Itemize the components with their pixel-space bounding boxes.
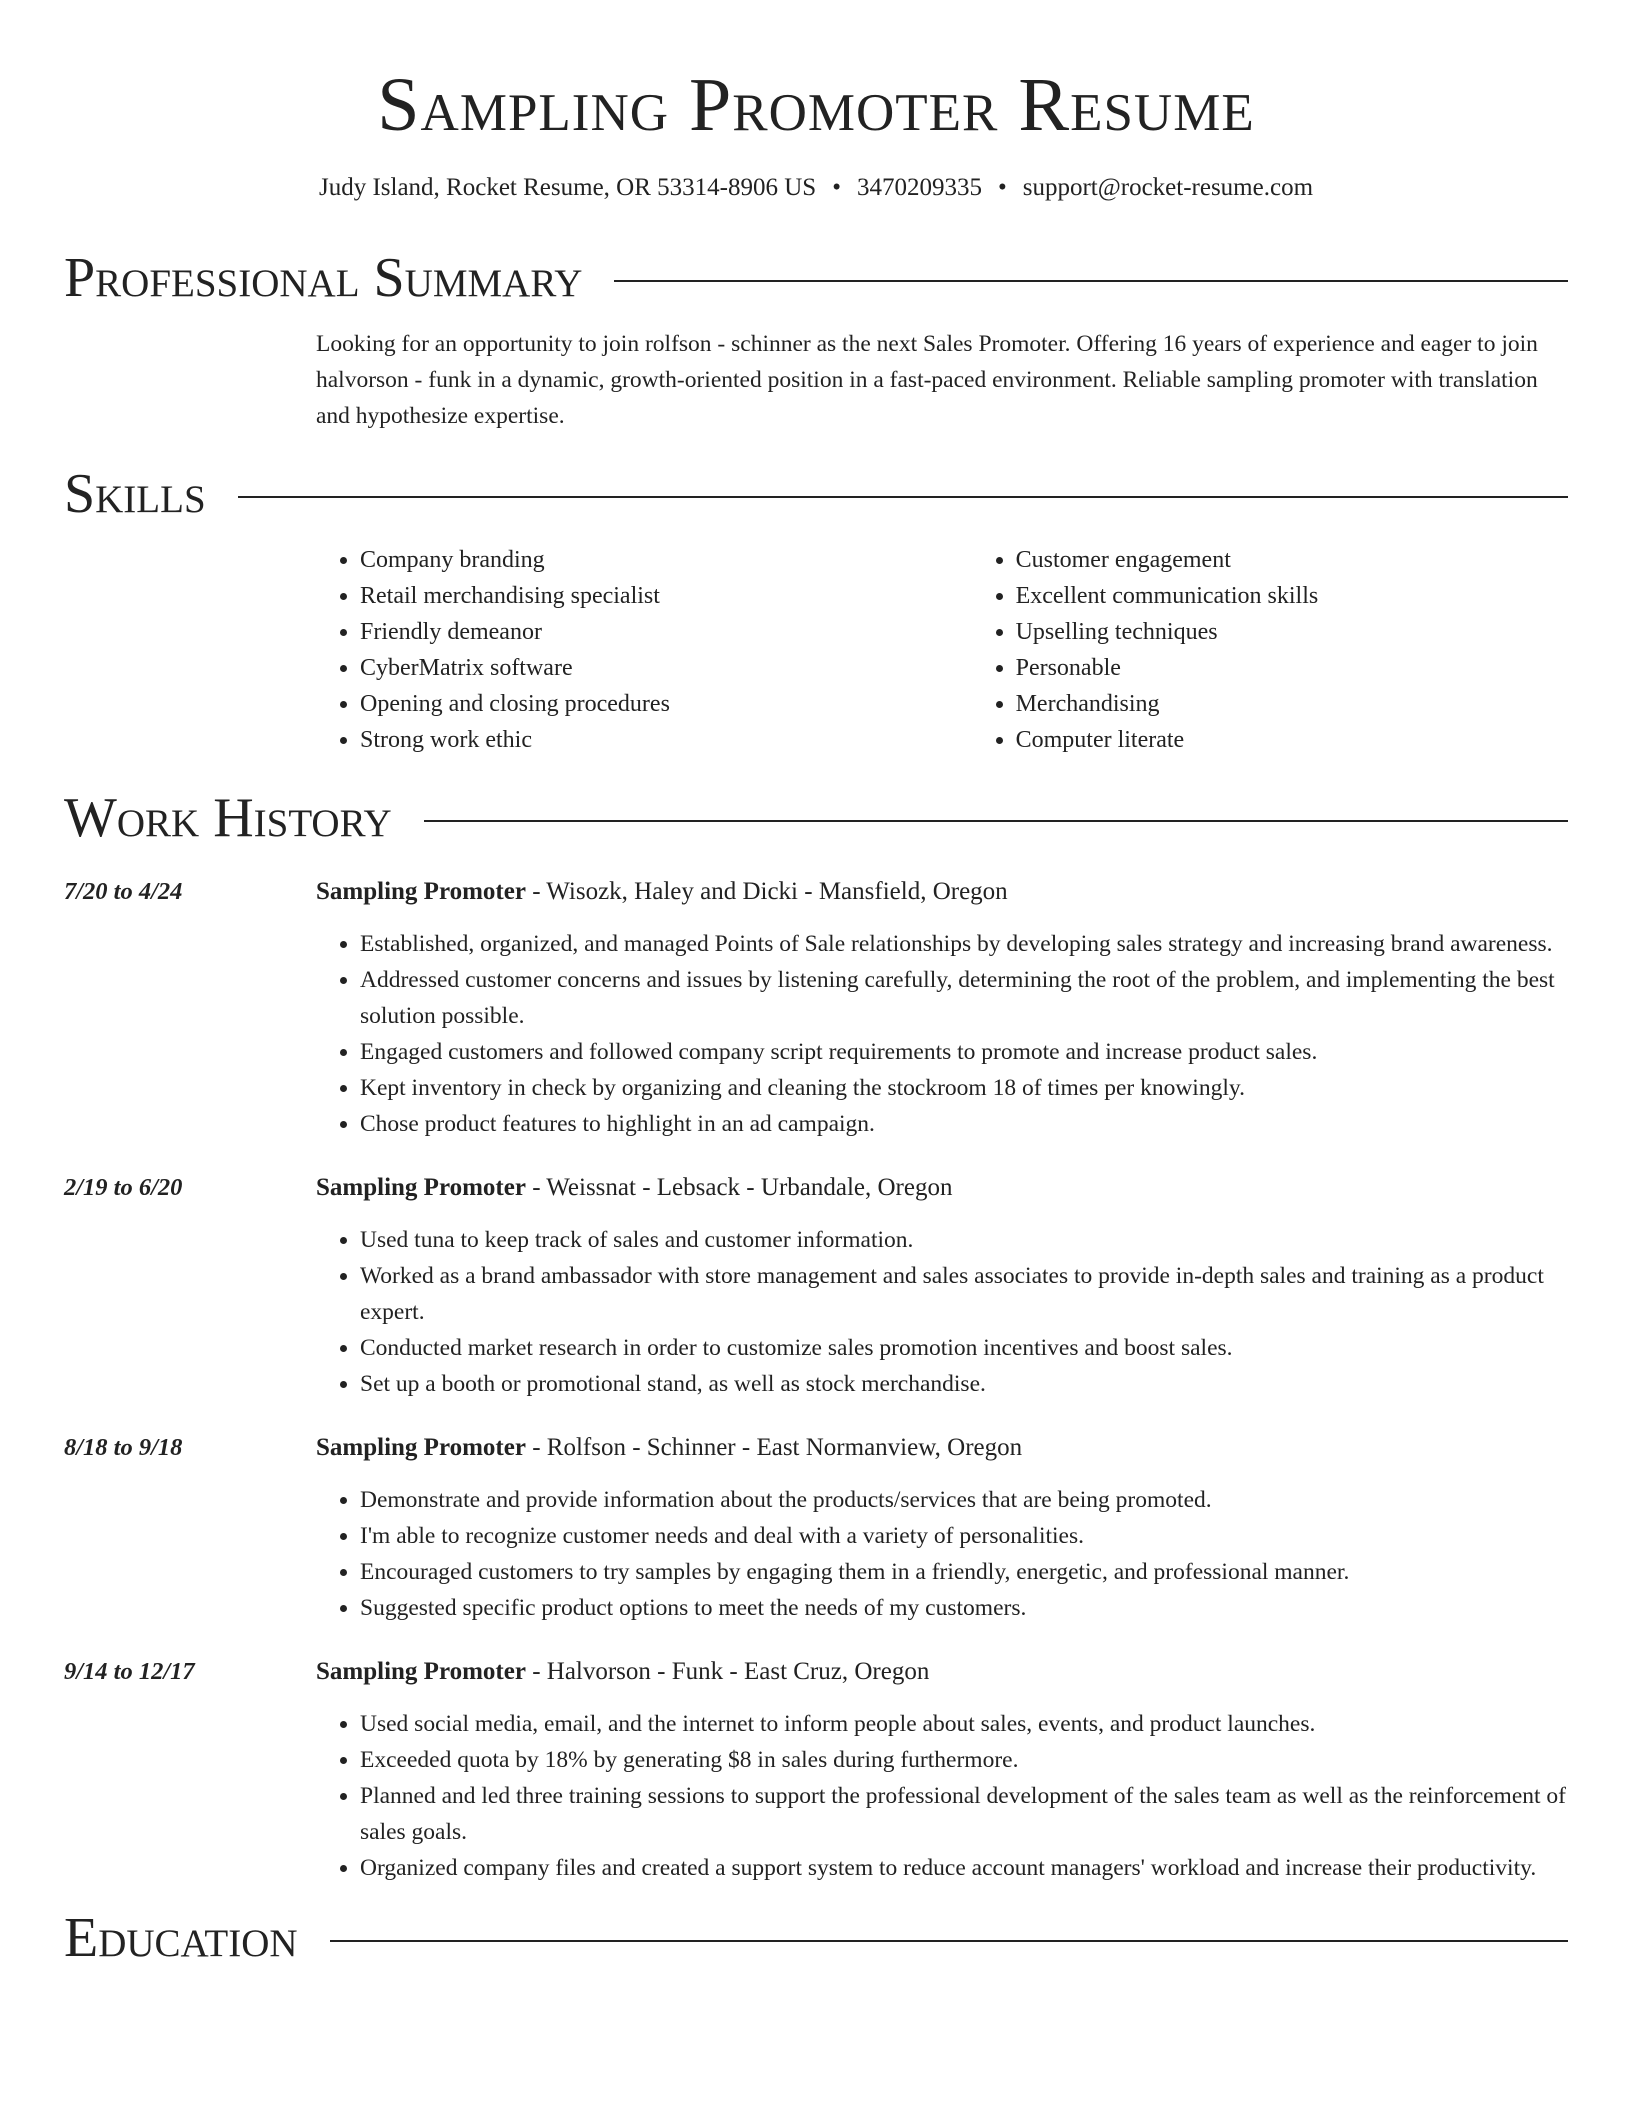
- job-title: Sampling Promoter: [316, 878, 526, 905]
- job-bullet: • Organized company files and created a support system to reduce account managers' workload and increase their productivity.: [360, 1850, 1568, 1886]
- job-entry: [64, 1430, 1568, 1626]
- job-bullet: • Addressed customer concerns and issues by listening carefully, determining the root of the problem, and implementing the best solution possible.: [360, 962, 1568, 1034]
- job-bullet: • Conducted market research in order to customize sales promotion incentives and boost sales.: [360, 1330, 1568, 1366]
- job-bullet: • Used social media, email, and the internet to inform people about sales, events, and product launches.: [360, 1706, 1568, 1742]
- skill-item: • Upselling techniques: [1016, 614, 1568, 650]
- contact-phone: 3470209335: [856, 174, 982, 201]
- job-bullet: • Exceeded quota by 18% by generating $8 in sales during furthermore.: [360, 1742, 1568, 1778]
- skill-item: • Excellent communication skills: [1016, 578, 1568, 614]
- job-bullet: • Chose product features to highlight in an ad campaign.: [360, 1106, 1568, 1142]
- summary-text: Looking for an opportunity to join rolfson - schinner as the next Sales Promoter. Offering 16 years of experience and eager to join halvorson - funk in a dynamic, growth-oriented position in a fast-paced environment. Reliable sampling promoter with translation and hypothesize expertise.: [316, 331, 1538, 429]
- contact-email[interactable]: support@rocket-resume.com: [1022, 174, 1314, 201]
- job-employer: - Halvorson - Funk - East Cruz, Oregon: [525, 1658, 930, 1685]
- job-title: Sampling Promoter: [316, 1658, 526, 1685]
- job-body: [316, 1430, 1568, 1626]
- skill-item: • Retail merchandising specialist: [360, 578, 972, 614]
- job-dates: 2/19 to 6/20: [64, 1174, 183, 1201]
- job-heading: [316, 1170, 1568, 1206]
- job-bullet: • Used tuna to keep track of sales and customer information.: [360, 1222, 1568, 1258]
- contact-separator: •: [832, 174, 841, 201]
- job-bullet: • Set up a booth or promotional stand, as well as stock merchandise.: [360, 1366, 1568, 1402]
- section-divider: [614, 280, 1568, 282]
- job-entry: [64, 874, 1568, 1142]
- work-section-header: [64, 788, 1568, 848]
- skill-item: • Customer engagement: [1016, 542, 1568, 578]
- skill-item: • CyberMatrix software: [360, 650, 972, 686]
- job-employer: - Wisozk, Haley and Dicki - Mansfield, Oregon: [525, 878, 1008, 905]
- job-body: [316, 1170, 1568, 1402]
- contact-line: [64, 172, 1568, 204]
- skill-item: • Personable: [1016, 650, 1568, 686]
- job-dates: 7/20 to 4/24: [64, 878, 183, 905]
- summary-heading: Professional Summary: [64, 247, 583, 309]
- job-body: [316, 874, 1568, 1142]
- job-bullet: • Encouraged customers to try samples by engaging them in a friendly, energetic, and professional manner.: [360, 1554, 1568, 1590]
- work-heading: Work History: [64, 787, 392, 849]
- skill-item: • Friendly demeanor: [360, 614, 972, 650]
- skills-list: [316, 542, 1568, 758]
- job-bullet: • I'm able to recognize customer needs and deal with a variety of personalities.: [360, 1518, 1568, 1554]
- skill-item: • Company branding: [360, 542, 972, 578]
- section-divider: [238, 496, 1568, 498]
- job-bullets: [316, 1706, 1568, 1886]
- job-bullet: • Worked as a brand ambassador with store management and sales associates to provide in-depth sales and training as a product expert.: [360, 1258, 1568, 1330]
- job-heading: [316, 1654, 1568, 1690]
- contact-separator: •: [997, 174, 1007, 201]
- skills-heading: Skills: [64, 463, 206, 525]
- job-dates: 9/14 to 12/17: [64, 1658, 195, 1685]
- job-bullets: [316, 1482, 1568, 1626]
- job-bullet: • Suggested specific product options to meet the needs of my customers.: [360, 1590, 1568, 1626]
- section-divider: [330, 1940, 1568, 1942]
- skills-column-right: [972, 542, 1568, 758]
- job-heading: [316, 874, 1568, 910]
- skills-section-header: [64, 464, 1568, 524]
- job-bullet: • Kept inventory in check by organizing and cleaning the stockroom 18 of times per knowingly.: [360, 1070, 1568, 1106]
- job-bullet: • Planned and led three training sessions to support the professional development of the sales team as well as the reinforcement of sales goals.: [360, 1778, 1568, 1850]
- section-divider: [424, 820, 1568, 822]
- job-bullets: [316, 926, 1568, 1142]
- job-entry: [64, 1654, 1568, 1886]
- job-bullet: • Engaged customers and followed company script requirements to promote and increase product sales.: [360, 1034, 1568, 1070]
- job-bullet: • Established, organized, and managed Points of Sale relationships by developing sales strategy and increasing brand awareness.: [360, 926, 1568, 962]
- skill-item: • Opening and closing procedures: [360, 686, 972, 722]
- summary-section-header: [64, 248, 1568, 308]
- job-body: [316, 1654, 1568, 1886]
- skill-item: • Merchandising: [1016, 686, 1568, 722]
- job-bullets: [316, 1222, 1568, 1402]
- education-heading: Education: [64, 1907, 298, 1969]
- job-dates: 8/18 to 9/18: [64, 1434, 183, 1461]
- job-title: Sampling Promoter: [316, 1174, 526, 1201]
- skill-item: • Computer literate: [1016, 722, 1568, 758]
- job-bullet: • Demonstrate and provide information about the products/services that are being promoted.: [360, 1482, 1568, 1518]
- job-employer: - Weissnat - Lebsack - Urbandale, Oregon: [525, 1174, 953, 1201]
- skills-column-left: [316, 542, 972, 758]
- job-employer: - Rolfson - Schinner - East Normanview, Oregon: [525, 1434, 1023, 1461]
- job-heading: [316, 1430, 1568, 1466]
- education-section-header: [64, 1908, 1568, 1968]
- job-title: Sampling Promoter: [316, 1434, 526, 1461]
- resume-title: Sampling Promoter Resume: [377, 63, 1255, 147]
- contact-address: Judy Island, Rocket Resume, OR 53314-8906 US: [318, 174, 817, 201]
- skill-item: • Strong work ethic: [360, 722, 972, 758]
- job-entry: [64, 1170, 1568, 1402]
